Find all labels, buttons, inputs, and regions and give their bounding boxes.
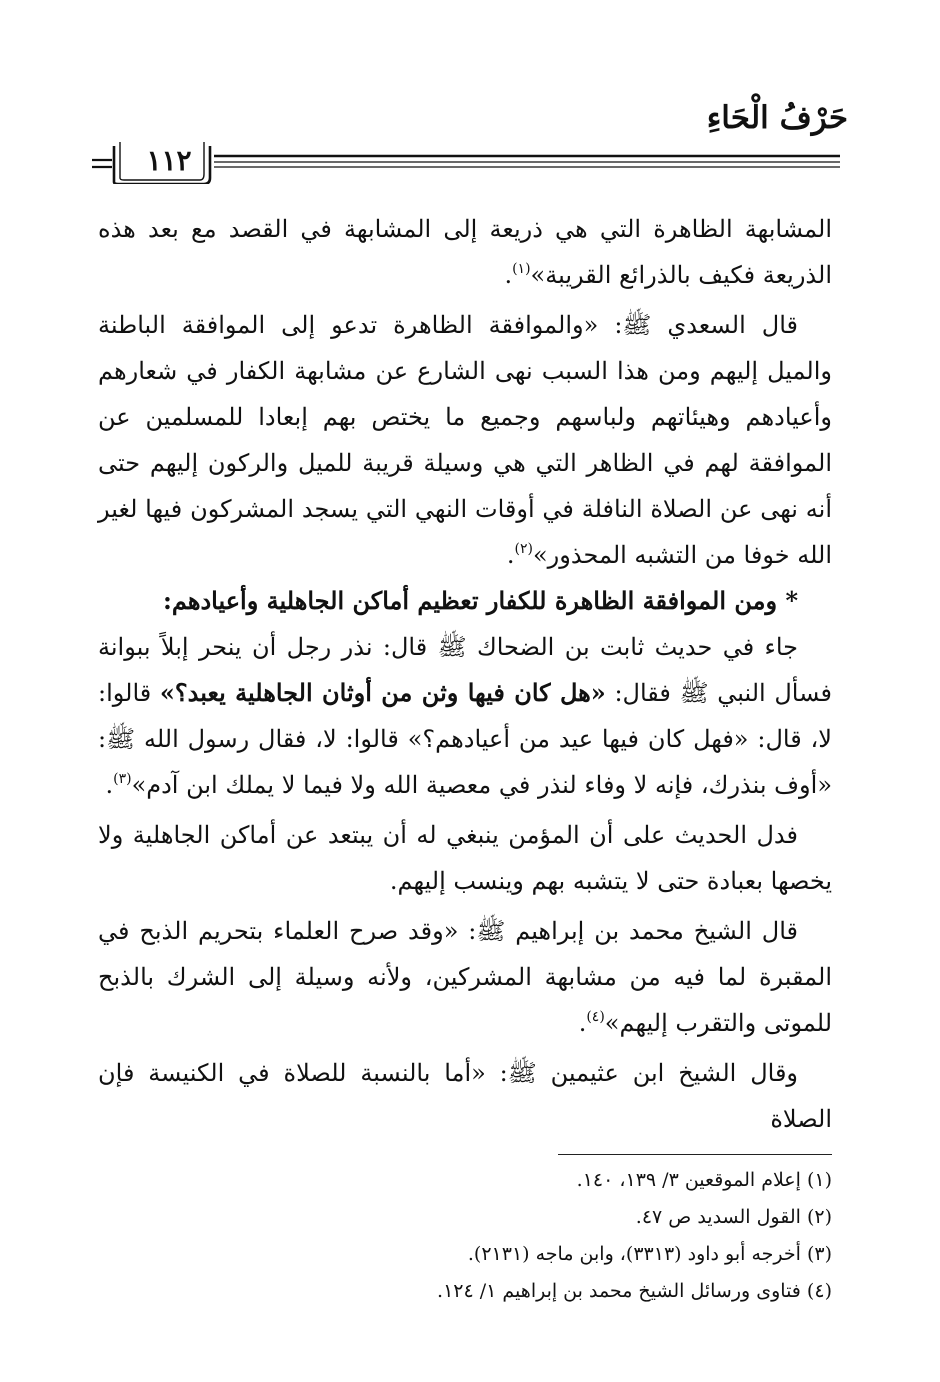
paragraph-2: قال السعدي ﷺ: «والموافقة الظاهرة تدعو إلى الموافقة الباطنة والميل إليهم ومن هذا السبب نهى الشارع عن مشابهة الكفار في شعارهم وأعيادهم وهيئاتهم ولباسهم وجميع ما يختص بهم إبعادا للمسلمين عن الموافقة لهم في الظاهر التي هي وسيلة قريبة للميل والركون إليهم حتى أنه نهى عن الصلاة النافلة في أوقات النهي التي يسجد المشركون فيها لغير الله خوفا من التشبه المحذور»$^{(٢)}$. <box>98 311 832 569</box>
paragraph-2-text: قال السعدي ﷺ: «والموافقة الظاهرة تدعو إلى الموافقة الباطنة والميل إليهم ومن هذا السبب نهى الشارع عن مشابهة الكفار في شعارهم وأعيادهم وهيئاتهم ولباسهم وجميع ما يختص بهم إبعادا للمسلمين عن الموافقة لهم في الظاهر التي هي وسيلة قريبة للميل والركون إليهم حتى أنه نهى عن الصلاة النافلة في أوقات النهي التي يسجد المشركون فيها لغير الله خوفا من التشبه المحذور» <box>98 311 832 569</box>
page-number: ١١٢ <box>146 143 192 177</box>
paragraph-3-text-c: قالوا: لا، قال: «فهل كان فيها عيد من أعيادهم؟» قالوا: لا، فقال رسول الله ﷺ: «أوف بنذرك، فإنه لا وفاء لنذر في معصية الله ولا فيما لا يملك ابن آدم» <box>98 679 832 799</box>
paragraph-1: المشابهة الظاهرة التي هي ذريعة إلى المشابهة في القصد مع بعد هذه الذريعة فكيف بالذرائع القريبة»$^{(١)}$. <box>98 215 832 289</box>
paragraph-1-text: المشابهة الظاهرة التي هي ذريعة إلى المشابهة في القصد مع بعد هذه الذريعة فكيف بالذرائع القريبة» <box>98 215 832 289</box>
paragraph-3-hadith-question: «هل كان فيها وثن من أوثان الجاهلية يعبد؟» <box>159 678 606 707</box>
footnote-ref-3: (٣) <box>113 771 132 787</box>
footnote-ref-4: (٤) <box>586 1009 605 1025</box>
paragraph-4: فدل الحديث على أن المؤمن ينبغي له أن يبتعد عن أماكن الجاهلية ولا يخصها بعبادة حتى لا يتشبه بهم وينسب إليهم. <box>98 821 832 895</box>
section-heading: * ومن الموافقة الظاهرة للكفار تعظيم أماكن الجاهلية وأعيادهم: <box>162 586 798 615</box>
footnote-3: (٣) أخرجه أبو داود (٣٣١٣)، وابن ماجه (٢١٣١). <box>467 1243 832 1265</box>
footnote-4: (٤) فتاوى ورسائل الشيخ محمد بن إبراهيم ١/ ١٢٤. <box>437 1280 832 1302</box>
paragraph-5-text: قال الشيخ محمد بن إبراهيم ﷺ: «وقد صرح العلماء بتحريم الذبح في المقبرة لما فيه من مشابهة المشركين، ولأنه وسيلة إلى الشرك بالذبح للموتى والتقرب إليهم» <box>98 917 832 1037</box>
main-text <box>98 206 832 1142</box>
paragraph-5: قال الشيخ محمد بن إبراهيم ﷺ: «وقد صرح العلماء بتحريم الذبح في المقبرة لما فيه من مشابهة المشركين، ولأنه وسيلة إلى الشرك بالذبح للموتى والتقرب إليهم»$^{(٤)}$. <box>98 917 832 1037</box>
paragraph-3: جاء في حديث ثابت بن الضحاك ﷺ قال: نذر رجل أن ينحر إبلاً ببوانة فسأل النبي ﷺ فقال: «هل كان فيها وثن من أوثان الجاهلية يعبد؟» قالوا: لا، قال: «فهل كان فيها عيد من أعيادهم؟» قالوا: لا، فقال رسول الله ﷺ: «أوف بنذرك، فإنه لا وفاء لنذر في معصية الله ولا فيما لا يملك ابن آدم»$^{(٣)}$. <box>98 633 832 799</box>
footnote-ref-1: (١) <box>512 261 531 277</box>
footnote-1: (١) إعلام الموقعين ٣/ ١٣٩، ١٤٠. <box>576 1169 832 1191</box>
footnote-2: (٢) القول السديد ص ٤٧. <box>635 1206 832 1228</box>
chapter-title: حَرْفُ الْحَاءِ <box>706 100 848 136</box>
footnotes <box>98 1162 832 1310</box>
footnote-ref-2: (٢) <box>514 541 533 557</box>
paragraph-3-text-a: جاء في حديث ثابت بن الضحاك ﷺ قال: نذر رجل أن ينحر إبلاً ببوانة فسأل النبي ﷺ فقال: <box>98 633 832 707</box>
paragraph-6: وقال الشيخ ابن عثيمين ﷺ: «أما بالنسبة للصلاة في الكنيسة فإن الصلاة <box>98 1059 832 1133</box>
footnote-separator <box>558 1154 832 1155</box>
